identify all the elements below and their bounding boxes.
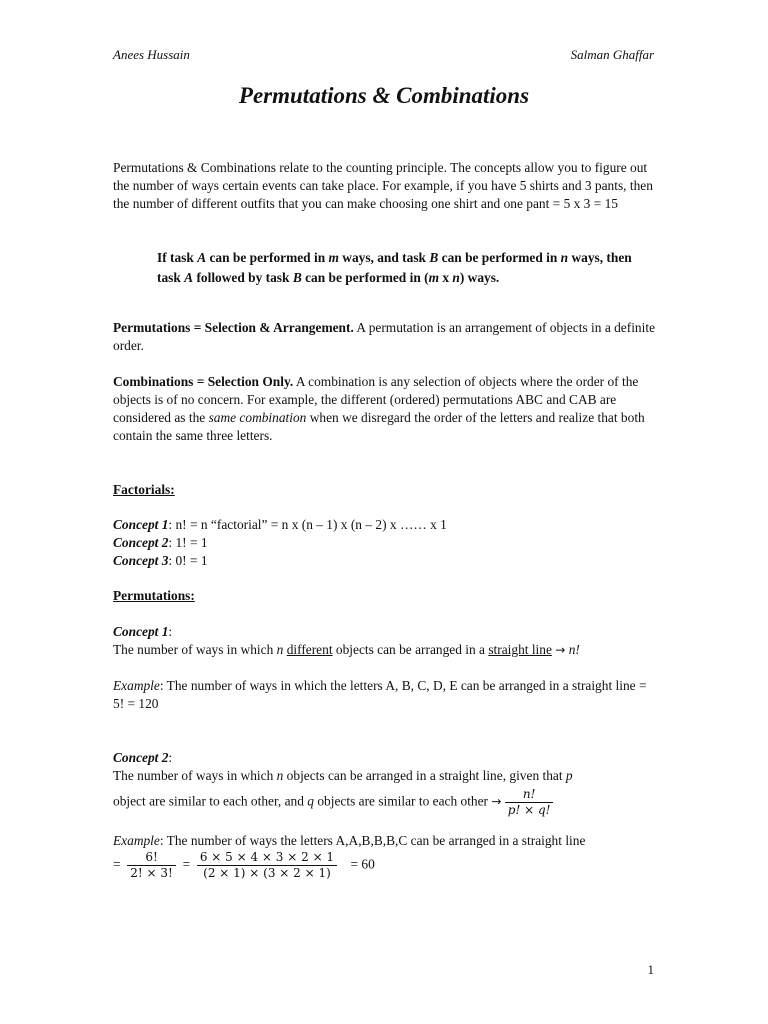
permutation-example-1 [113, 677, 658, 713]
permutation-concept-1-text [113, 641, 658, 659]
text: object are similar to each other, and [113, 793, 308, 809]
rule-var: m [328, 250, 339, 265]
result-n-factorial: n! [565, 642, 580, 657]
counting-principle-rule [157, 248, 657, 288]
rule-text: ) ways. [459, 270, 500, 285]
intro-paragraph [113, 159, 658, 213]
example-text: : The number of ways the letters A,A,B,B,B,C can be arranged in a straight line [159, 833, 586, 848]
permutation-example-2 [113, 832, 658, 850]
rule-var: B [292, 270, 302, 285]
combinations-definition-text-2: when we disregard the order of the letters and realize that both contain the same three letters. [113, 410, 645, 443]
text: The number of ways in which [113, 642, 277, 657]
right-arrow-icon: → [555, 643, 566, 657]
var-q: q [307, 793, 314, 809]
var-n: n [276, 642, 284, 657]
page-number: 1 [647, 962, 654, 977]
intro-text: Permutations & Combinations relate to the counting principle. The concepts allow you to figure out the number of ways certain events can take place. For example, if you have 5 shirts and 3 pants, then the number of different outfits that you can make choosing one shirt and one pant = 5 x 3 = 15 [113, 160, 653, 211]
factorials-heading: Factorials: [113, 482, 175, 497]
example-label: Example [113, 833, 160, 848]
fraction-numerator: n! [505, 787, 554, 803]
rule-var: A [197, 250, 207, 265]
fraction-numerator: 6 × 5 × 4 × 3 × 2 × 1 [197, 850, 337, 866]
rule-text: If task [157, 250, 198, 265]
rule-text: followed by task [193, 270, 293, 285]
rule-var: B [429, 250, 439, 265]
rule-text: can be performed in ( [301, 270, 429, 285]
permutation-concept-1-label: Concept 1 [113, 624, 169, 639]
fraction-expanded [197, 850, 337, 881]
factorial-concept-1-text: : n! = n “factorial” = n x (n – 1) x (n – 2) x …… x 1 [168, 517, 447, 532]
text: objects can be arranged in a straight line, given that [283, 768, 566, 783]
permutation-concept-2-label: Concept 2 [113, 750, 169, 765]
header-author-left: Anees Hussain [113, 47, 190, 62]
rule-var: m [428, 270, 439, 285]
rule-text: ways, and task [338, 250, 430, 265]
right-arrow-icon: → [491, 794, 502, 809]
factorial-concept-3-label: Concept 3 [113, 553, 169, 568]
permutation-concept-2-text-2 [113, 787, 658, 818]
header-author-right: Salman Ghaffar [570, 47, 654, 62]
combinations-definition-bold: Combinations = Selection Only. [113, 374, 294, 389]
rule-text: can be performed in [206, 250, 329, 265]
rule-text: x [439, 270, 453, 285]
colon: : [168, 750, 173, 765]
var-p: p [565, 768, 573, 783]
rule-var: n [452, 270, 460, 285]
rule-text: can be performed in [438, 250, 561, 265]
formula-fraction [505, 787, 554, 818]
underlined-different: different [286, 642, 333, 657]
equals-sign: = [113, 856, 121, 872]
colon: : [168, 624, 173, 639]
combinations-definition-italic: same combination [208, 410, 307, 425]
permutations-definition-text: A permutation is an arrangement of objects in a definite order. [113, 320, 656, 353]
fraction-six-factorial [127, 850, 176, 881]
fraction-denominator: 2! × 3! [130, 866, 173, 880]
underlined-straight-line: straight line [488, 642, 552, 657]
text: objects are similar to each other [314, 793, 492, 809]
combinations-definition-text: A combination is any selection of objects where the order of the objects is of no concern. For example, the different (ordered) permutations ABC and CAB are considered as the [113, 374, 639, 425]
var-n: n [276, 768, 284, 783]
permutation-concept-2-text [113, 767, 658, 785]
example-text: : The number of ways in which the letters A, B, C, D, E can be arranged in a straight line = 5! = 120 [113, 678, 647, 711]
factorial-concept-2-label: Concept 2 [113, 535, 169, 550]
rule-var: n [560, 250, 569, 265]
page-title: Permutations & Combinations [238, 83, 530, 108]
result-value: = 60 [350, 856, 375, 872]
text: The number of ways in which [113, 768, 277, 783]
text: objects can be arranged in a [332, 642, 489, 657]
equals-sign: = [182, 856, 191, 872]
fraction-denominator: (2 × 1) × (3 × 2 × 1) [203, 866, 331, 880]
rule-var: A [184, 270, 194, 285]
example-label: Example [113, 678, 160, 693]
permutations-section [113, 587, 658, 881]
combinations-definition [113, 373, 658, 445]
permutations-heading: Permutations: [113, 588, 195, 603]
fraction-denominator: p! × q! [507, 803, 551, 817]
factorials-section [113, 481, 658, 570]
fraction-numerator: 6! [127, 850, 176, 866]
permutation-example-2-calculation [113, 850, 658, 881]
factorial-concept-3-text: : 0! = 1 [168, 553, 208, 568]
factorial-concept-2-text: : 1! = 1 [168, 535, 208, 550]
permutations-definition [113, 319, 658, 355]
rule-text: ways, then task [157, 250, 632, 285]
permutations-definition-bold: Permutations = Selection & Arrangement. [113, 320, 354, 335]
factorial-concept-1-label: Concept 1 [113, 517, 169, 532]
